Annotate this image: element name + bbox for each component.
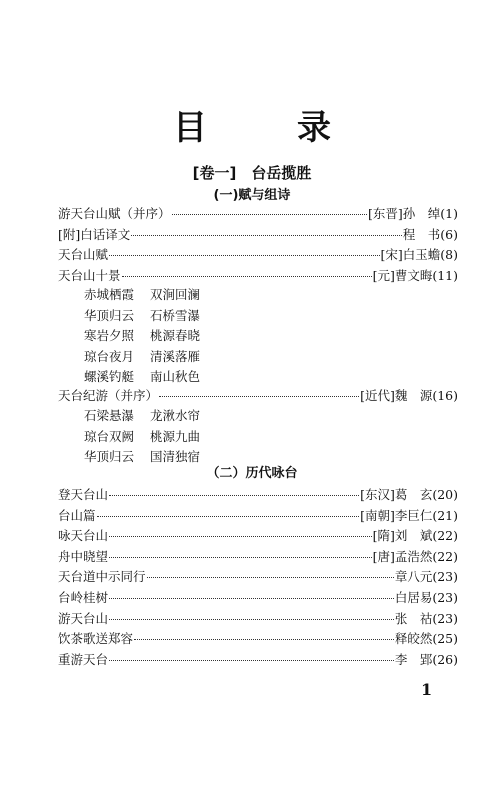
scene-name: 国清独宿 [150,449,201,465]
entry-page: (22) [432,528,458,544]
toc-entry [58,650,458,671]
entry-title: 舟中晓望 [58,548,109,564]
entry-author: [南朝]李巨仁 [360,507,433,523]
entry-title: 天台纪游（并序） [58,388,159,403]
entry-author: 白居易 [394,589,433,605]
entry-title: 咏天台山 [58,528,109,544]
scene-name: 龙湫水帘 [150,408,201,423]
scene-row [84,306,284,327]
entry-page: (21) [432,507,458,523]
entry-title: 天台山赋 [58,247,109,263]
dot-leader [134,639,394,640]
toc-list-2 [58,485,458,670]
scene-row [84,347,284,368]
entry-title: 天台道中示同行 [58,569,146,585]
entry-author: [元]曹文晦 [372,267,433,283]
dot-leader [109,255,380,256]
dot-leader [109,660,394,661]
entry-author: [宋]白玉蟾 [380,247,441,263]
scene-name: 桃源春晓 [150,328,201,344]
scene-name: 赤城栖霞 [84,287,135,302]
dot-leader [109,619,394,620]
entry-author: 李 郢 [394,651,433,667]
entry-page: (20) [432,487,458,502]
toc-entry [58,485,458,506]
tour-scenes-list [84,406,284,468]
dot-leader [109,557,372,558]
dot-leader [147,577,394,578]
scene-name: 华顶归云 [84,449,135,465]
toc-list-1 [58,204,458,286]
entry-title: 重游天台 [58,651,109,667]
scene-name: 石桥雪瀑 [150,307,201,323]
toc-entry [58,204,458,225]
scene-name: 华顶归云 [84,307,135,323]
volume-heading: [卷一] 台岳揽胜 [192,164,312,182]
scene-name: 螺溪钓艇 [84,369,135,385]
entry-author: 释皎然 [394,631,433,647]
toc-entry [58,266,458,287]
page-number: 1 [421,680,433,699]
entry-page: (16) [432,388,458,403]
dot-leader [109,536,372,537]
toc-entry [58,506,458,527]
entry-page: (23) [432,610,458,626]
entry-title: 天台山十景 [58,267,121,283]
entry-title: 游天台山赋（并序） [58,206,171,221]
page-title: 目 录 [173,108,359,148]
scene-row [84,427,284,448]
entry-page: (22) [432,548,458,564]
entry-page: (1) [440,206,458,221]
scene-row [84,326,284,347]
section-heading-1: (一)赋与组诗 [213,188,291,203]
entry-author: 章八元 [394,569,433,585]
entry-author: [东晋]孙 绰 [368,206,441,221]
toc-entry [58,609,458,630]
entry-title: 登天台山 [58,487,109,502]
toc-entry [58,526,458,547]
ten-scenes-list [84,285,284,388]
scene-name: 石梁悬瀑 [84,408,135,423]
entry-author: 程 书 [402,226,441,242]
entry-title: 台山篇 [58,507,96,523]
toc-entry [58,629,458,650]
scene-row [84,367,284,388]
entry-title: 台岭桂树 [58,589,109,605]
toc-entry [58,567,458,588]
entry-author: [近代]魏 源 [360,388,433,403]
dot-leader [109,495,359,496]
scene-row [84,285,284,306]
entry-page: (8) [440,247,458,263]
section-heading-2: （二）历代咏台 [206,466,298,481]
scene-name: 寒岩夕照 [84,328,135,344]
dot-leader [172,214,368,215]
dot-leader [109,598,394,599]
entry-title: 游天台山 [58,610,109,626]
toc-entry [58,588,458,609]
toc-entry [58,225,458,246]
toc-entry [58,547,458,568]
entry-page: (11) [432,267,458,283]
dot-leader [159,396,359,397]
entry-author: 张 祜 [394,610,433,626]
entry-page: (25) [432,631,458,647]
dot-leader [97,516,360,517]
toc-entry [58,245,458,266]
toc-entry [58,386,458,407]
scene-name: 桃源九曲 [150,428,201,444]
toc-list-1b [58,386,458,407]
entry-page: (26) [432,651,458,667]
entry-page: (23) [432,589,458,605]
scene-name: 南山秋色 [150,369,201,385]
entry-author: [隋]刘 斌 [372,528,433,544]
entry-page: (23) [432,569,458,585]
entry-title: 饮茶歌送郑容 [58,631,134,647]
scene-row [84,406,284,427]
scene-name: 清溪落雁 [150,348,201,364]
scene-name: 琼台夜月 [84,348,135,364]
entry-page: (6) [440,226,458,242]
entry-author: [东汉]葛 玄 [360,487,433,502]
dot-leader [131,235,402,236]
dot-leader [122,276,372,277]
entry-author: [唐]孟浩然 [372,548,433,564]
scene-name: 琼台双阙 [84,428,135,444]
scene-name: 双涧回澜 [150,287,201,302]
entry-title: [附]白话译文 [58,226,131,242]
